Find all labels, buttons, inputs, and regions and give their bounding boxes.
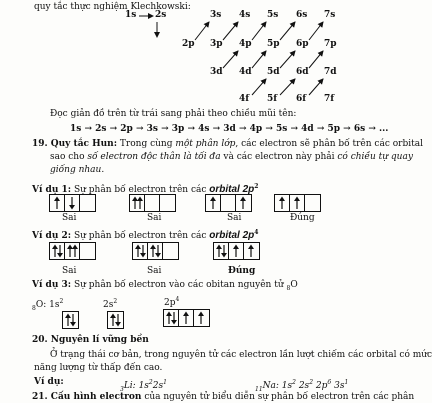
diagram-arrow: [309, 51, 323, 68]
ex2-caption: Sai: [62, 266, 77, 276]
ex1-caption: Sai: [62, 213, 77, 223]
aufbau-heading: 20. Nguyên lí vững bền: [32, 335, 149, 345]
orbital-cell: [194, 310, 209, 326]
orbital-label: 5f: [267, 94, 278, 104]
orbital-cell: [65, 243, 80, 259]
orbital-box-row: [163, 309, 210, 327]
diagram-arrow: [195, 22, 209, 40]
hund-line2: sao cho số electron độc thân là tối đa và các electron này phải có chiều tự quay: [50, 152, 413, 162]
hund-heading: 19. Quy tắc Hun:: [32, 139, 118, 149]
lithium-config: $_3$Li: $1s^22s^1$: [120, 379, 167, 393]
orbital-label: 4p: [239, 39, 252, 49]
orbital-cell: [275, 195, 290, 211]
diagram-arrow: [223, 22, 238, 40]
orbital-label: 4s: [239, 10, 251, 20]
orbital-label: 3s: [210, 10, 222, 20]
orbital-box-row: [129, 194, 176, 212]
orbital-cell: [130, 195, 145, 211]
diagram-arrow: [223, 51, 238, 68]
orbital-box-row: [62, 311, 79, 329]
orbital-cell: [179, 310, 194, 326]
diagram-arrow: [309, 79, 323, 95]
diagram-arrow: [280, 79, 295, 95]
aufbau-line1: Ở trạng thái cơ bản, trong nguyên tử các electron lần lượt chiếm các orbital có mức: [50, 350, 432, 360]
orbital-label: 4d: [239, 67, 252, 77]
orbital-box-row: [132, 242, 179, 260]
orbital-label: 6d: [296, 67, 309, 77]
orbital-cell: [145, 195, 160, 211]
orbital-cell: [244, 243, 259, 259]
oxygen-label: $_8$O: $1s^2$: [32, 298, 64, 312]
sodium-config: $_{11}$Na: $1s^2$ $2s^2$ $2p^6$ $3s^1$: [255, 379, 349, 393]
orbital-box-row: [205, 194, 252, 212]
aufbau-line2: năng lượng từ thấp đến cao.: [34, 363, 163, 373]
orbital-box-row: [49, 242, 96, 260]
orbital-label: 2s: [155, 10, 167, 20]
orbital-sequence: 1s → 2s → 2p → 3s → 3p → 4s → 3d → 4p → 5s → 4d → 5p → 6s → ...: [70, 124, 389, 134]
diagram-arrow: [252, 22, 266, 40]
orbital-label: 5p: [267, 39, 280, 49]
orbital-label: 2p: [182, 39, 195, 49]
diagram-arrow: [280, 22, 295, 40]
diagram-arrow: [280, 51, 295, 68]
ex2-caption: Đúng: [228, 266, 256, 276]
orbital-cell: [80, 243, 95, 259]
orbital-cell: [133, 243, 148, 259]
orbital-cell: [221, 195, 236, 211]
diagram-arrow: [309, 22, 323, 40]
example3-title: Ví dụ 3: Sự phân bố electron vào các obitan nguyên tử $_8$O: [32, 280, 298, 292]
orbital-cell: [160, 195, 175, 211]
hund-line3: giống nhau.: [50, 165, 105, 175]
ex1-caption: Sai: [147, 213, 162, 223]
orbital-label: 7s: [324, 10, 336, 20]
orbital-label: 7f: [324, 94, 335, 104]
orbital-cell: [50, 243, 65, 259]
orbital-cell: [50, 195, 65, 211]
intro-line: quy tắc thực nghiệm Klechkowski:: [34, 2, 191, 12]
orbital-label: 6p: [296, 39, 309, 49]
orbital-box-row: [213, 242, 260, 260]
orbital-cell: [236, 195, 251, 211]
orbital-cell: [229, 243, 244, 259]
orbital-cell: [163, 243, 178, 259]
diagram-arrow: [252, 51, 266, 68]
orbital-box-row: [107, 311, 124, 329]
hund-rule-paragraph: 19. Quy tắc Hun: Trong cùng một phân lớp, các electron sẽ phân bố trên các orbital: [32, 139, 423, 149]
orbital-label: 3p: [210, 39, 223, 49]
klechkowski-diagram: [0, 0, 400, 110]
orbital-cell: [305, 195, 320, 211]
example2-title: Ví dụ 2: Sự phân bố electron trên các orbital $2p^4$: [32, 229, 259, 241]
example1-title: Ví dụ 1: Sự phân bố electron trên các orbital $2p^2$: [32, 183, 259, 195]
orbital-box-row: [49, 194, 96, 212]
config-heading: 21. Cấu hình electron của nguyên tử biểu diễn sự phân bố electron trên các phân: [32, 392, 415, 402]
orbital-label: 5d: [267, 67, 280, 77]
orbital-box-row: [274, 194, 321, 212]
ex1-caption: Đúng: [290, 213, 315, 223]
orbital-cell: [290, 195, 305, 211]
orbital-label: 3d: [210, 67, 223, 77]
ex2-caption: Sai: [147, 266, 162, 276]
orbital-cell: [214, 243, 229, 259]
orbital-cell: [65, 195, 80, 211]
orbital-cell: [80, 195, 95, 211]
2s-label: $2s^2$: [103, 298, 118, 310]
orbital-label: 7p: [324, 39, 337, 49]
orbital-label: 5s: [267, 10, 279, 20]
orbital-cell: [164, 310, 179, 326]
2p-label: $2p^4$: [164, 296, 180, 308]
orbital-label: 4f: [239, 94, 250, 104]
orbital-label: 1s: [125, 10, 137, 20]
orbital-label: 7d: [324, 67, 337, 77]
orbital-cell: [206, 195, 221, 211]
orbital-cell: [148, 243, 163, 259]
orbital-label: 6s: [296, 10, 308, 20]
aufbau-example: Ví dụ:: [34, 377, 64, 387]
orbital-cell: [108, 312, 123, 328]
diagram-arrow: [252, 79, 266, 95]
ex1-caption: Sai: [227, 213, 242, 223]
orbital-cell: [63, 312, 78, 328]
read-instruction: Đọc giản đồ trên từ trái sang phải theo chiều mũi tên:: [50, 109, 297, 119]
orbital-label: 6f: [296, 94, 307, 104]
